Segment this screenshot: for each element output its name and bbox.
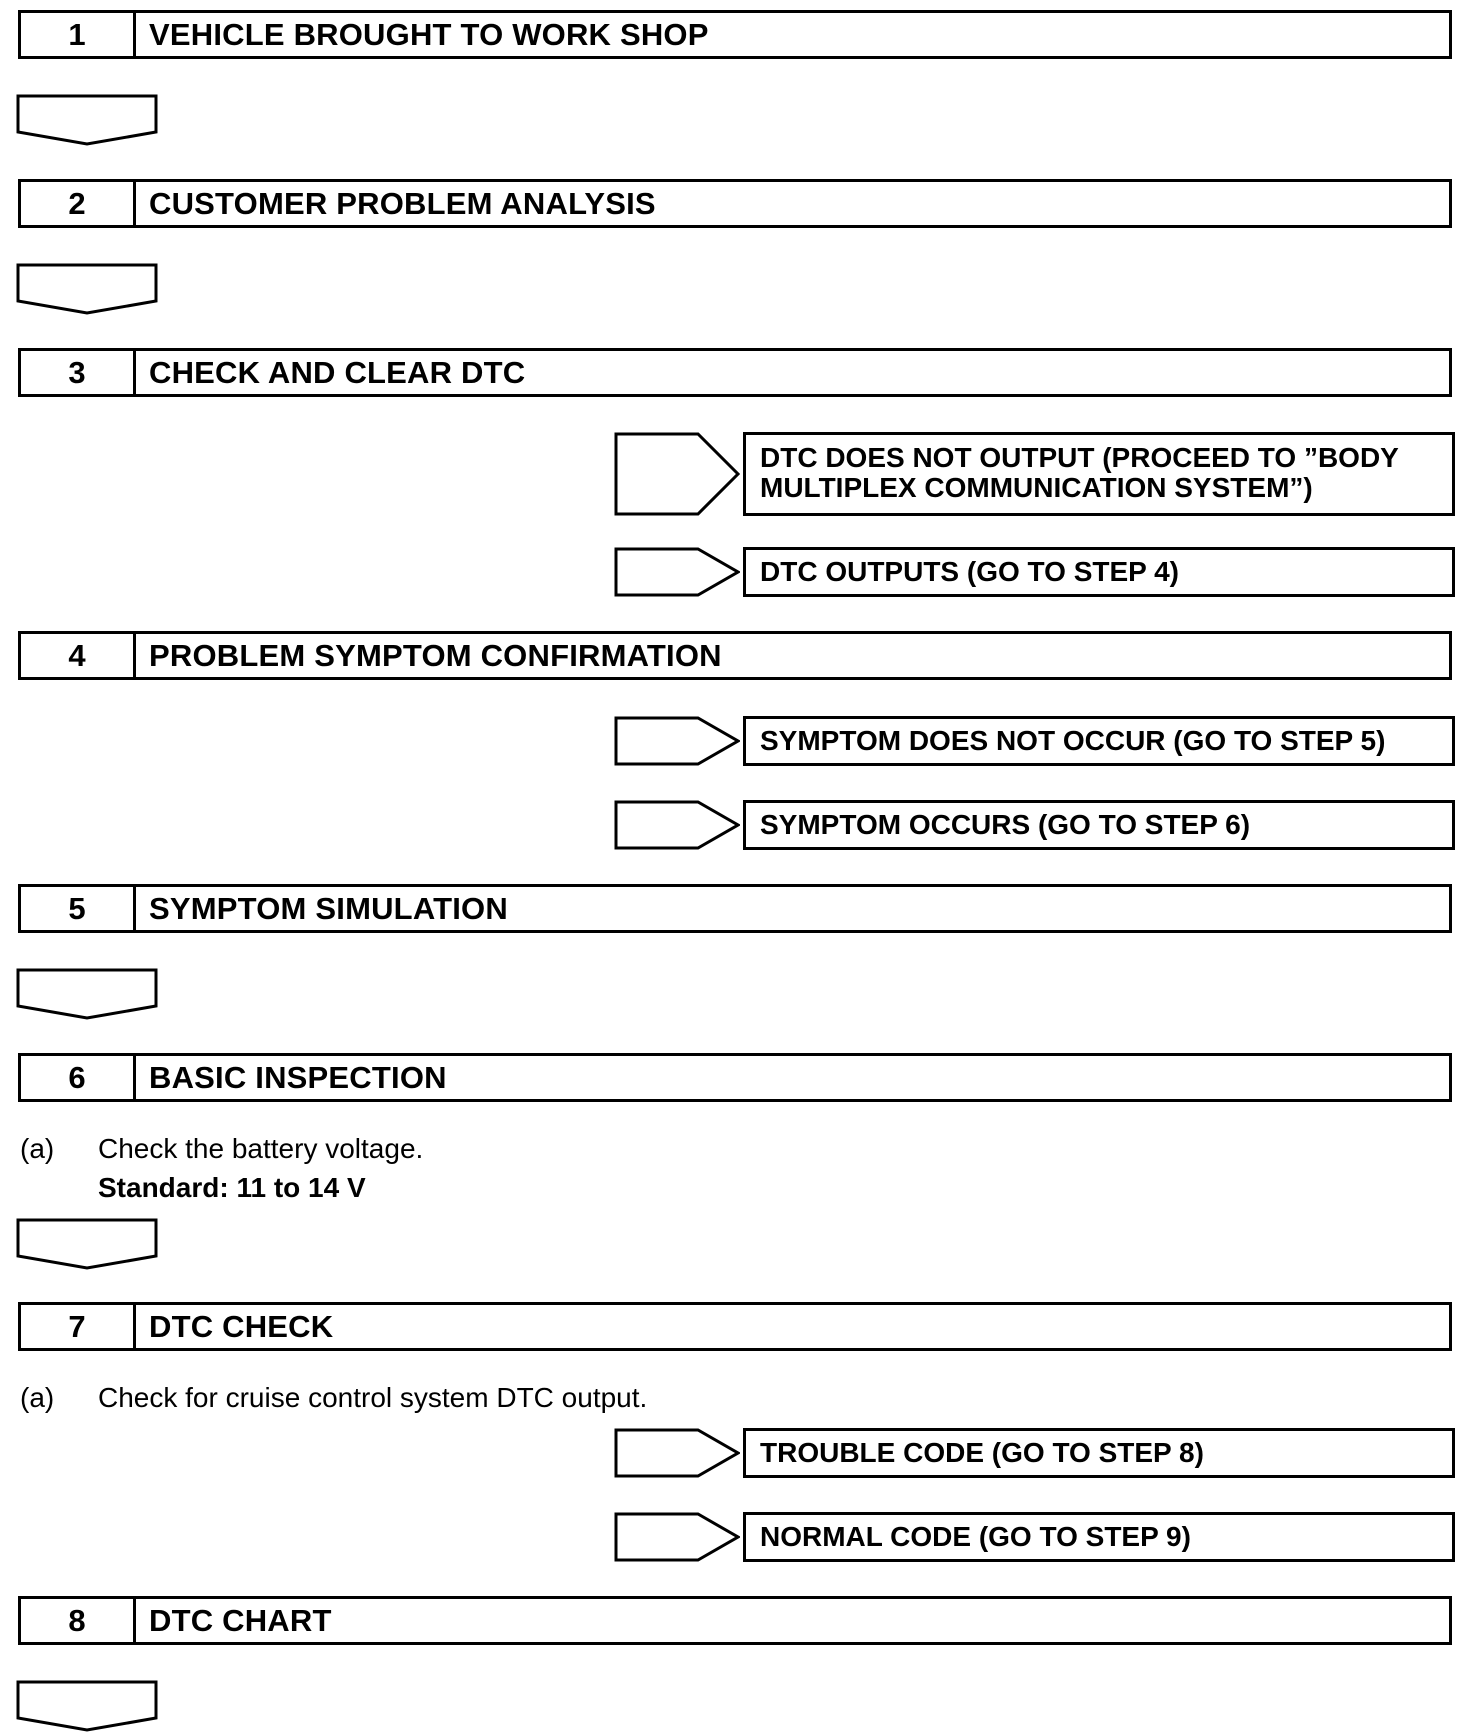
step-title: CHECK AND CLEAR DTC xyxy=(149,354,526,390)
note-text: Check the battery voltage. xyxy=(98,1133,424,1164)
step-title: DTC CHECK xyxy=(149,1308,334,1344)
result-line: MULTIPLEX COMMUNICATION SYSTEM”) xyxy=(760,472,1313,503)
result-trouble-code: TROUBLE CODE (GO TO STEP 8) xyxy=(743,1428,1455,1478)
standard-value: Standard: 11 to 14 V xyxy=(98,1172,366,1203)
step-4-box xyxy=(18,631,1452,680)
result-line: DTC DOES NOT OUTPUT (PROCEED TO ”BODY xyxy=(760,442,1399,473)
note-label: (a) xyxy=(20,1382,55,1413)
note-text: Check for cruise control system DTC output. xyxy=(98,1382,648,1413)
right-arrow-icon xyxy=(614,432,740,516)
step-1-box xyxy=(18,10,1452,59)
step-number: 8 xyxy=(21,1599,136,1642)
down-arrow-icon xyxy=(16,1680,158,1732)
result-normal-code: NORMAL CODE (GO TO STEP 9) xyxy=(743,1512,1455,1562)
down-arrow-icon xyxy=(16,263,158,315)
inspection-note xyxy=(20,1133,423,1165)
step-title: CUSTOMER PROBLEM ANALYSIS xyxy=(149,185,656,221)
step-number: 3 xyxy=(21,351,136,394)
result-dtc-outputs: DTC OUTPUTS (GO TO STEP 4) xyxy=(743,547,1455,597)
note-label: (a) xyxy=(20,1133,55,1164)
down-arrow-icon xyxy=(16,1218,158,1270)
step-2-box xyxy=(18,179,1452,228)
step-3-box xyxy=(18,348,1452,397)
step-title: BASIC INSPECTION xyxy=(149,1059,447,1095)
down-arrow-icon xyxy=(16,968,158,1020)
step-number: 6 xyxy=(21,1056,136,1099)
step-number: 4 xyxy=(21,634,136,677)
step-title: VEHICLE BROUGHT TO WORK SHOP xyxy=(149,16,709,52)
step-title: SYMPTOM SIMULATION xyxy=(149,890,508,926)
step-5-box xyxy=(18,884,1452,933)
step-6-box xyxy=(18,1053,1452,1102)
right-arrow-icon xyxy=(614,800,740,850)
result-symptom-does-not-occur: SYMPTOM DOES NOT OCCUR (GO TO STEP 5) xyxy=(743,716,1455,766)
step-number: 7 xyxy=(21,1305,136,1348)
step-8-box xyxy=(18,1596,1452,1645)
result-dtc-does-not-output xyxy=(743,432,1455,516)
step-number: 5 xyxy=(21,887,136,930)
right-arrow-icon xyxy=(614,547,740,597)
right-arrow-icon xyxy=(614,716,740,766)
step-title: PROBLEM SYMPTOM CONFIRMATION xyxy=(149,637,722,673)
right-arrow-icon xyxy=(614,1428,740,1478)
down-arrow-icon xyxy=(16,94,158,146)
step-number: 1 xyxy=(21,13,136,56)
result-symptom-occurs: SYMPTOM OCCURS (GO TO STEP 6) xyxy=(743,800,1455,850)
step-title: DTC CHART xyxy=(149,1602,332,1638)
dtc-check-note xyxy=(20,1382,647,1414)
step-7-box xyxy=(18,1302,1452,1351)
right-arrow-icon xyxy=(614,1512,740,1562)
step-number: 2 xyxy=(21,182,136,225)
